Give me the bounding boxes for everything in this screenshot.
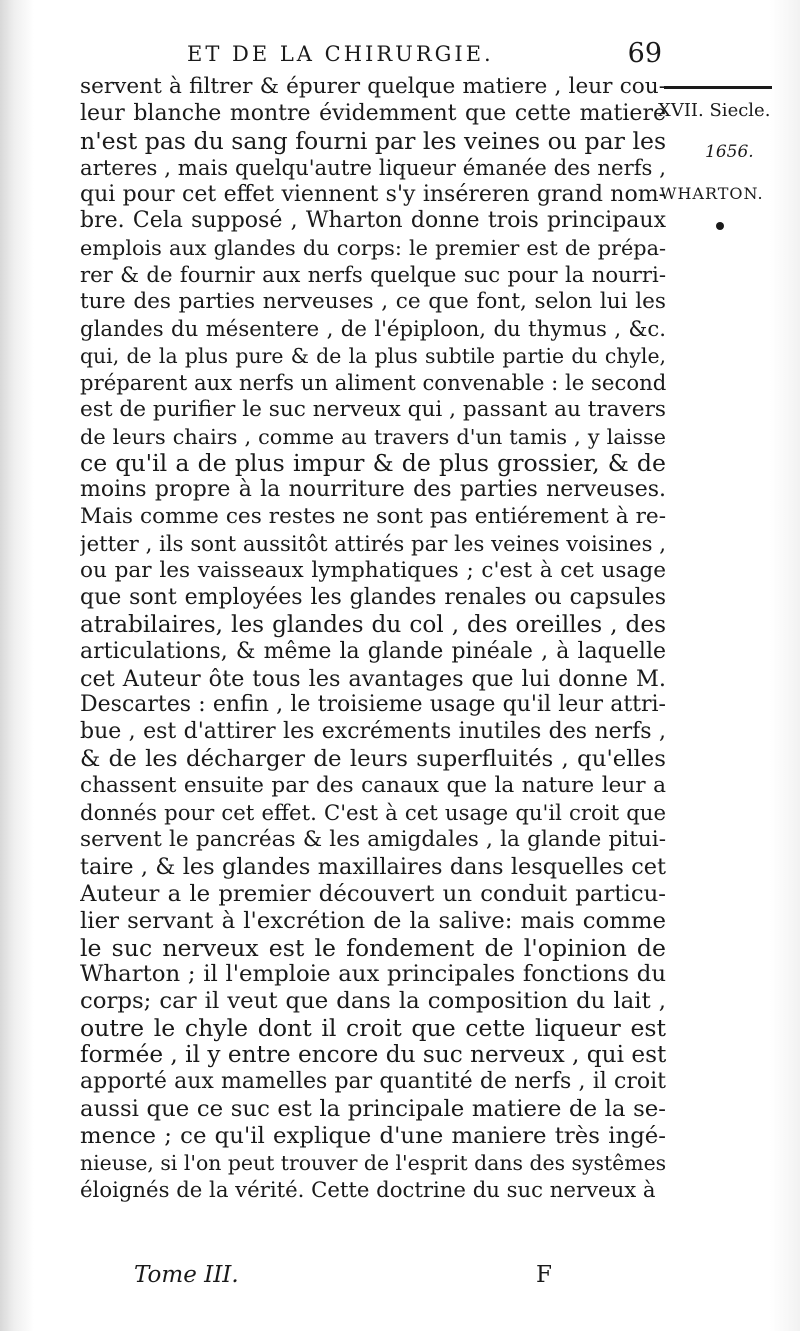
body-text bbox=[80, 74, 666, 1203]
text-line: lier servant à l'excrétion de la salive: mais comme bbox=[80, 907, 666, 934]
margin-note-century: XVII. Siecle. bbox=[658, 100, 771, 121]
text-line: taire , & les glandes maxillaires dans lesquelles cet bbox=[80, 853, 666, 880]
text-line: ou par les vaisseaux lymphatiques ; c'est à cet usage bbox=[80, 558, 666, 584]
text-line: de leurs chairs , comme au travers d'un tamis , y laisse bbox=[80, 424, 666, 449]
margin-dot bbox=[716, 222, 724, 230]
running-title: ET DE LA CHIRURGIE. bbox=[187, 42, 494, 66]
text-line: servent à filtrer & épurer quelque matiere , leur cou- bbox=[80, 74, 666, 99]
text-line: jetter , ils sont aussitôt attirés par les veines voisines , bbox=[80, 531, 666, 557]
volume-label: Tome III. bbox=[134, 1262, 239, 1288]
text-line: chassent ensuite par des canaux que la nature leur a bbox=[80, 773, 666, 799]
text-line: outre le chyle dont il croit que cette liqueur est bbox=[80, 1015, 666, 1043]
text-line: est de purifier le suc nerveux qui , passant au travers bbox=[80, 396, 666, 422]
text-line: bue , est d'attirer les excréments inutiles des nerfs , bbox=[80, 719, 666, 745]
text-line: formée , il y entre encore du suc nerveux , qui est bbox=[80, 1042, 666, 1069]
text-line: aussi que ce suc est la principale matiere de la se- bbox=[80, 1095, 666, 1122]
text-line: apporté aux mamelles par quantité de nerfs , il croit bbox=[80, 1068, 666, 1094]
text-line: ture des parties nerveuses , ce que font, selon lui les bbox=[80, 289, 666, 315]
text-line: éloignés de la vérité. Cette doctrine du suc nerveux à bbox=[80, 1176, 656, 1202]
text-line: atrabilaires, les glandes du col , des oreilles , des bbox=[80, 611, 666, 638]
text-line: Auteur a le premier découvert un conduit particu- bbox=[80, 880, 666, 907]
text-line: emplois aux glandes du corps: le premier est de prépa- bbox=[80, 236, 666, 261]
text-line: Wharton ; il l'emploie aux principales fonctions du bbox=[80, 961, 666, 988]
text-line: ce qu'il a de plus impur & de plus grossier, & de bbox=[80, 450, 666, 478]
margin-note-year: 1656. bbox=[705, 142, 754, 162]
text-line: bre. Cela supposé , Wharton donne trois principaux bbox=[80, 208, 666, 234]
text-line: corps; car il veut que dans la composition du lait , bbox=[80, 988, 666, 1015]
text-line: mence ; ce qu'il explique d'une maniere très ingé- bbox=[80, 1122, 666, 1149]
text-line: nieuse, si l'on peut trouver de l'esprit dans des systêmes bbox=[80, 1150, 666, 1175]
text-line: qui, de la plus pure & de la plus subtile partie du chyle, bbox=[80, 343, 666, 368]
text-line: arteres , mais quelqu'autre liqueur émanée des nerfs , bbox=[80, 154, 666, 180]
text-line: glandes du mésentere , de l'épiploon, du thymus , &c. bbox=[80, 316, 666, 342]
text-line: leur blanche montre évidemment que cette matiere bbox=[80, 100, 666, 126]
text-line: rer & de fournir aux nerfs quelque suc pour la nourri- bbox=[80, 262, 666, 288]
text-line: cet Auteur ôte tous les avantages que lui donne M. bbox=[80, 665, 666, 692]
text-line: qui pour cet effet viennent s'y inséreren grand nom- bbox=[80, 181, 666, 207]
text-line: le suc nerveux est le fondement de l'opinion de bbox=[80, 934, 666, 962]
text-line: articulations, & même la glande pinéale , à laquelle bbox=[80, 638, 666, 664]
margin-note-name: WHARTON. bbox=[660, 184, 764, 203]
page-header bbox=[82, 38, 662, 78]
signature-mark: F bbox=[536, 1262, 552, 1288]
text-line: servent le pancréas & les amigdales , la glande pitui- bbox=[80, 826, 666, 852]
text-line: Mais comme ces restes ne sont pas entiérement à re- bbox=[80, 504, 666, 530]
page-number: 69 bbox=[627, 38, 662, 69]
text-line: & de les décharger de leurs superfluités , qu'elles bbox=[80, 746, 666, 773]
text-line: n'est pas du sang fourni par les veines ou par les bbox=[80, 127, 666, 155]
text-line: que sont employées les glandes renales ou capsules bbox=[80, 584, 666, 610]
text-line: Descartes : enfin , le troisieme usage qu'il leur attri- bbox=[80, 692, 666, 718]
text-line: préparent aux nerfs un aliment convenable : le second bbox=[80, 369, 666, 395]
page-footer bbox=[134, 1262, 564, 1296]
text-line: moins propre à la nourriture des parties nerveuses. bbox=[80, 477, 666, 503]
margin-rule bbox=[664, 86, 772, 89]
text-line: donnés pour cet effet. C'est à cet usage qu'il croit que bbox=[80, 800, 666, 826]
